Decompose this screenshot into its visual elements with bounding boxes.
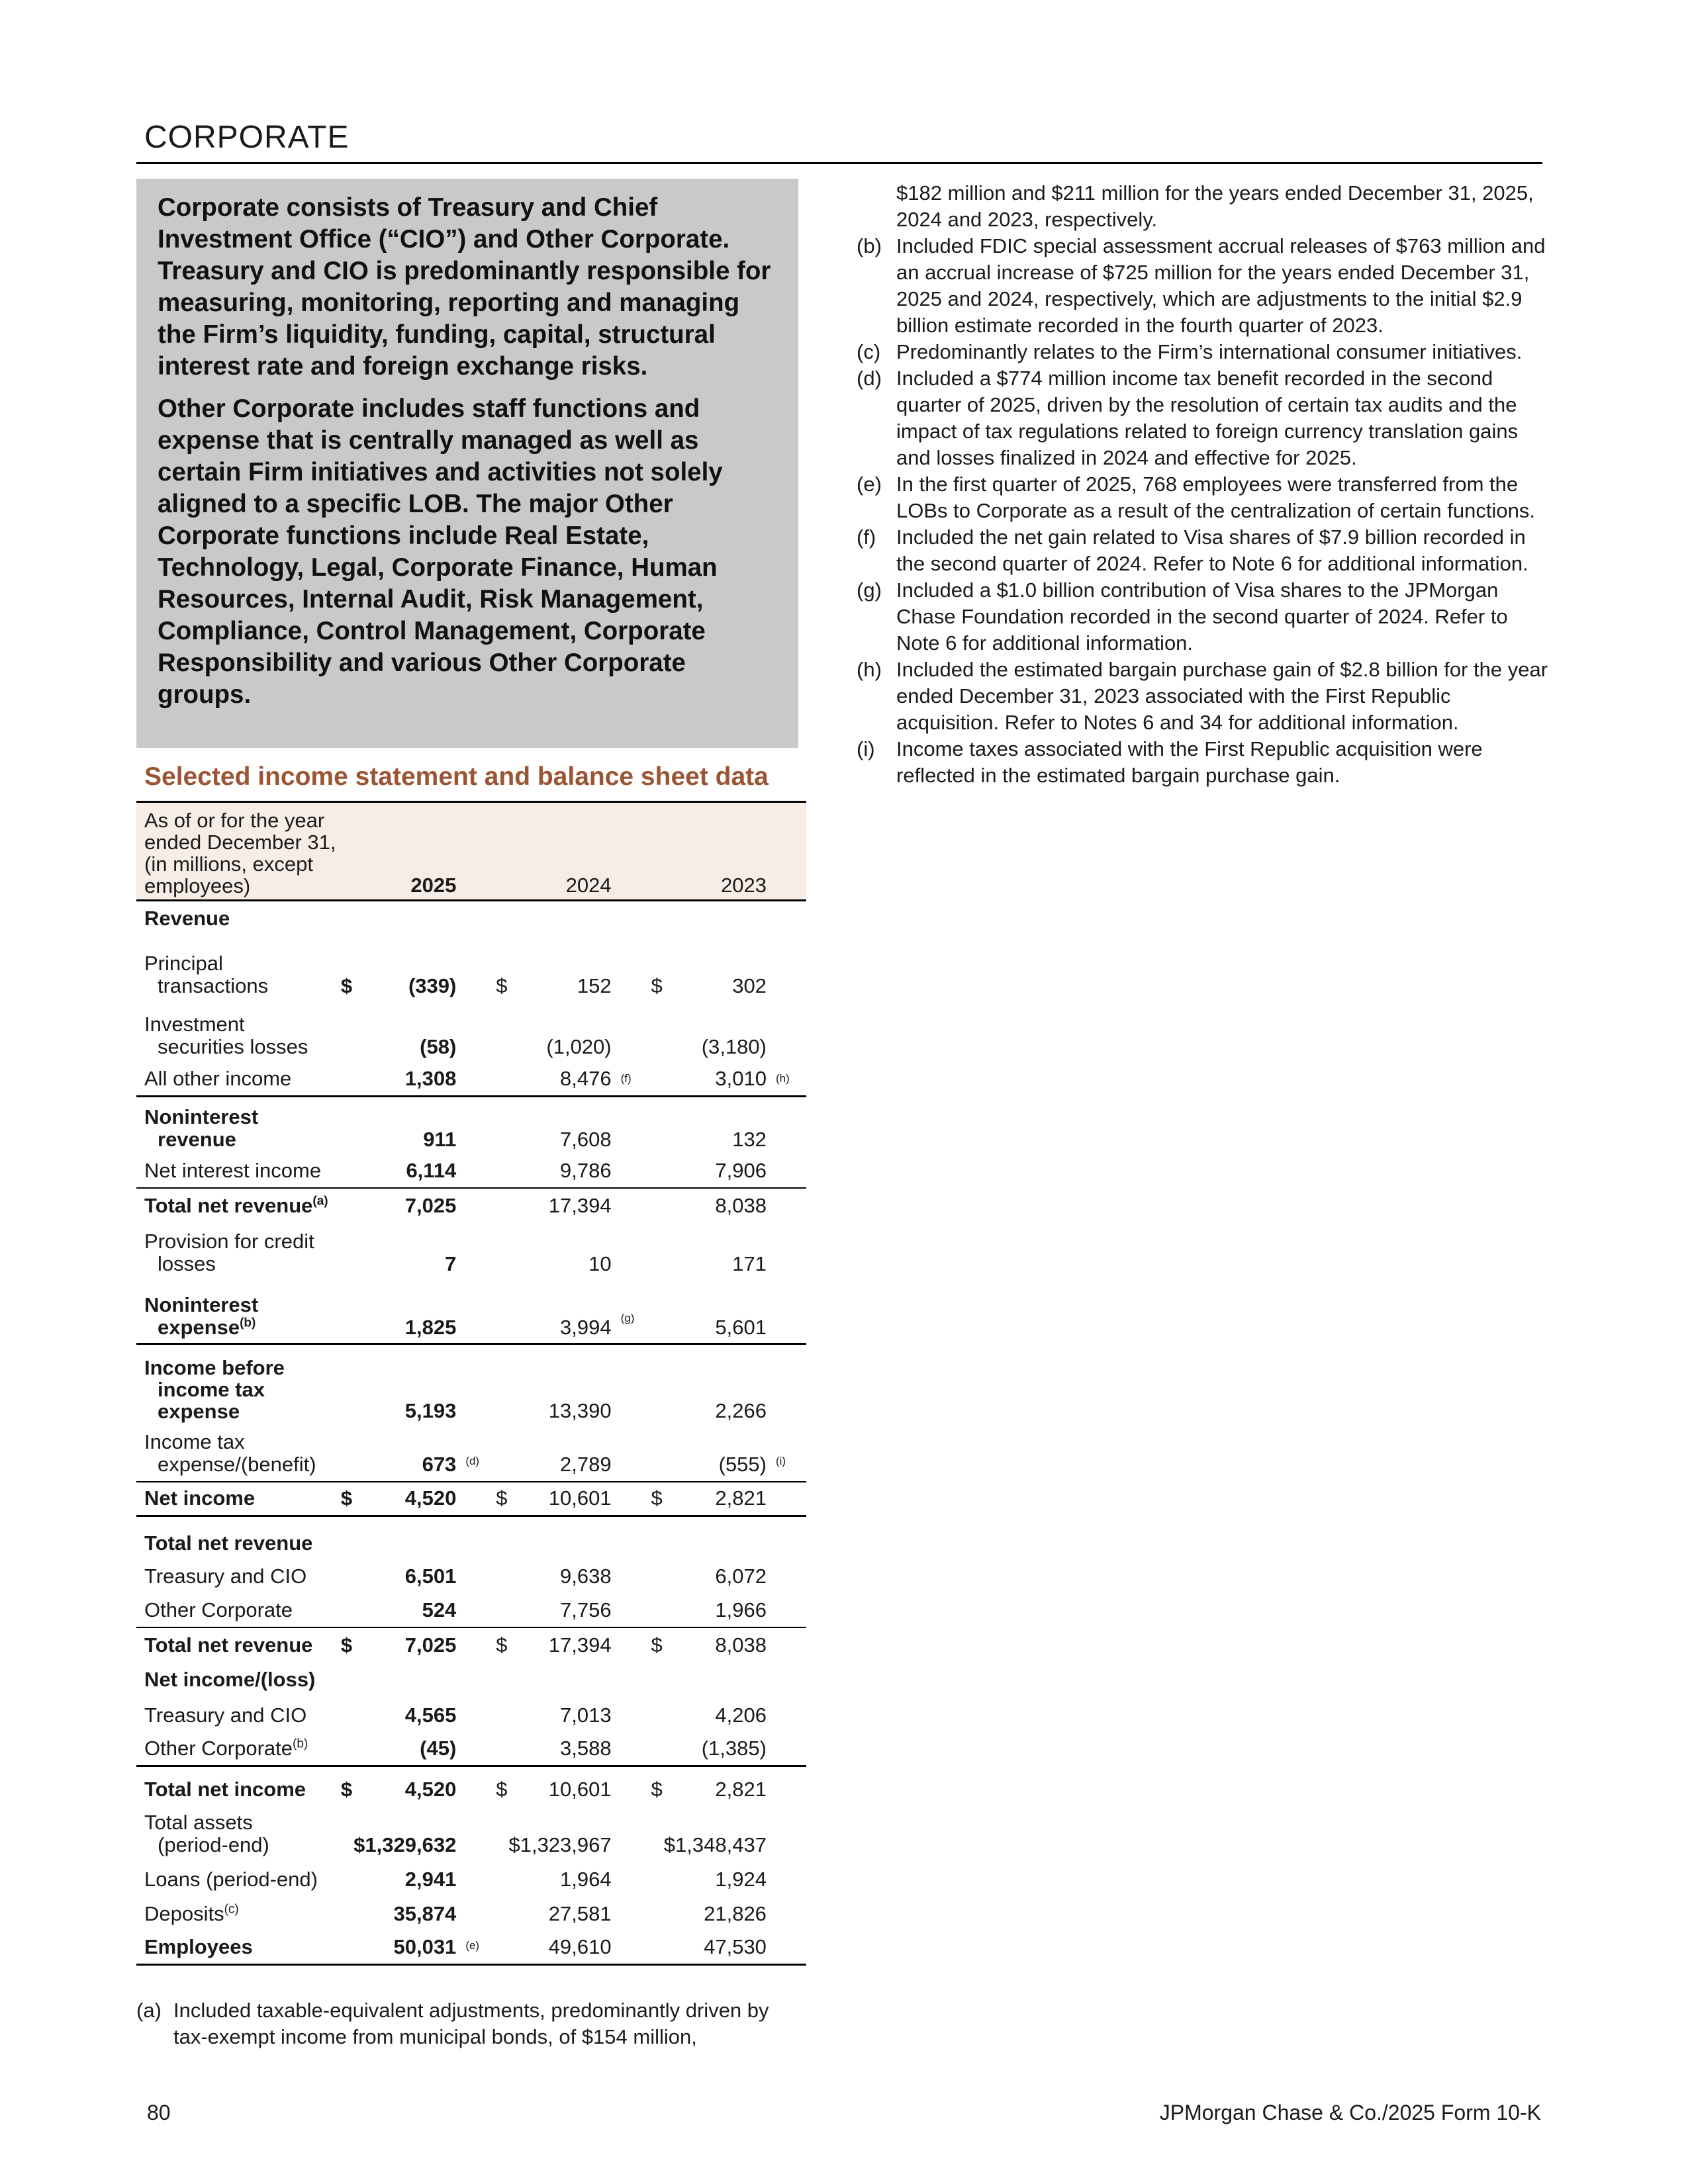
table-row <box>136 1732 806 1766</box>
table-row <box>136 1931 806 1965</box>
footnote-ref: (a) <box>312 1194 328 1208</box>
row-label: Net interest income <box>144 1158 322 1182</box>
cell-2023: $1,348,437 <box>663 1833 767 1856</box>
table-row <box>136 1222 806 1282</box>
footnote-d <box>857 365 1552 471</box>
cell-2023: 8,038 <box>677 1188 767 1222</box>
header-label-line: (in millions, except <box>144 852 313 876</box>
header-label-line: As of or for the year <box>144 809 325 832</box>
cell-2025: 524 <box>422 1598 457 1621</box>
intro-paragraph-2: Other Corporate includes staff functions and expense that is centrally managed as well as certain Firm initiatives and activities not solely aligned to a specific LOB. The major Other Corporate functions include Real Estate, Technology, Legal, Corporate Finance, Human Resources, Internal Audit, Risk Management, Compliance, Control Management, Corporate Responsibility and various Other Corporate groups. <box>158 394 723 709</box>
cell-2024: 49,610 <box>522 1931 612 1965</box>
cell-2024: 8,476 <box>560 1067 612 1090</box>
header-label-line: employees) <box>144 874 251 897</box>
row-label: Total assets <box>144 1810 253 1834</box>
row-label: Employees <box>136 1931 341 1965</box>
dollar-sign: $ <box>651 1627 677 1662</box>
footnote-mark: (g) <box>857 578 882 602</box>
table-row <box>136 1559 806 1593</box>
note-ref: (f) <box>620 1071 632 1085</box>
header-label <box>136 802 341 901</box>
cell-2024: 17,394 <box>522 1188 612 1222</box>
cell-2024: 10,601 <box>548 1777 612 1801</box>
dollar-sign: $ <box>496 1627 522 1662</box>
section-label: Revenue <box>144 907 230 931</box>
cell-2024: 10 <box>588 1251 612 1275</box>
cell-2023: 5,601 <box>715 1316 767 1339</box>
table-row <box>136 1154 806 1188</box>
note-ref: (h) <box>775 1071 790 1085</box>
cell-2023: 4,206 <box>715 1703 767 1727</box>
row-label: expense/(benefit) <box>158 1452 316 1476</box>
cell-2025: 2,941 <box>404 1867 457 1891</box>
financial-table <box>136 801 806 1966</box>
footnote-h <box>857 657 1552 736</box>
cell-2025: 7,025 <box>367 1627 456 1662</box>
row-label: Noninterest <box>144 1105 259 1128</box>
note-ref: (d) <box>465 1454 480 1467</box>
footnote-a-continued: $182 million and $211 million for the years ended December 31, 2025, 2024 and 2023, respectively. <box>896 181 1534 231</box>
cell-2024: 7,756 <box>560 1598 612 1621</box>
row-label: securities losses <box>158 1034 308 1058</box>
cell-2023: 21,826 <box>704 1901 767 1925</box>
footnote-text: Income taxes associated with the First Republic acquisition were reflected in the estimated bargain purchase gain. <box>896 737 1483 787</box>
cell-2025: 4,520 <box>367 1482 456 1516</box>
section-revenue <box>136 901 806 936</box>
cell-2023: 8,038 <box>677 1627 767 1662</box>
cell-2024: 1,964 <box>560 1867 612 1891</box>
year-2023: 2023 <box>677 802 767 901</box>
dollar-sign: $ <box>341 1627 367 1662</box>
cell-2024: 3,588 <box>522 1732 612 1766</box>
cell-2024: 9,638 <box>560 1564 612 1588</box>
row-label: expense <box>158 1316 240 1339</box>
cell-2023: (555) <box>718 1452 767 1476</box>
row-label: revenue <box>158 1127 236 1151</box>
row-label: Total net income <box>144 1777 306 1801</box>
header-rule <box>136 162 1542 164</box>
cell-2025: 4,520 <box>404 1777 457 1801</box>
table-row <box>136 1627 806 1662</box>
table-row <box>136 1593 806 1627</box>
cell-2023: 1,966 <box>715 1598 767 1621</box>
footnote-mark: (h) <box>857 658 882 681</box>
cell-2025: 6,114 <box>406 1158 457 1182</box>
note-ref <box>456 1064 496 1097</box>
footnote-ref: (b) <box>240 1316 256 1330</box>
note-ref: (g) <box>620 1311 635 1324</box>
row-label: Provision for credit <box>144 1229 314 1253</box>
header-label-line: ended December 31, <box>144 831 336 854</box>
dollar-sign: $ <box>651 974 663 997</box>
cell-2023: 3,010 <box>715 1067 767 1090</box>
cell-2023: 6,072 <box>715 1564 767 1588</box>
row-label: Net income <box>136 1482 341 1516</box>
row-label: expense <box>158 1399 240 1423</box>
footnote-text: In the first quarter of 2025, 768 employees were transferred from the LOBs to Corporate as a result of the centralization of certain functions. <box>896 473 1535 522</box>
dollar-sign: $ <box>496 974 508 997</box>
row-label: Principal <box>144 951 223 975</box>
cell-2025: 673 <box>422 1452 457 1476</box>
table-row <box>136 1064 806 1097</box>
intro-paragraph-1: Corporate consists of Treasury and Chief Investment Office (“CIO”) and Other Corporate. Treasury and CIO is predominantly responsible for measuring, monitoring, reporting and managing the Firm’s liquidity, funding, capital, structural interest rate and foreign exchange risks. <box>158 193 771 381</box>
cell-2024: 10,601 <box>522 1482 612 1516</box>
cell-2023: (3,180) <box>701 1034 767 1058</box>
cell-2025: 1,308 <box>404 1067 457 1090</box>
cell-2025: 911 <box>367 1097 456 1154</box>
cell-2025: (45) <box>367 1732 456 1766</box>
section-net-income-loss <box>136 1662 806 1696</box>
section-total-net-revenue <box>136 1516 806 1559</box>
financial-table-wrap <box>136 801 806 1966</box>
footnote-text: Included the estimated bargain purchase gain of $2.8 billion for the year ended December 31, 2023 associated with the First Republic acquisition. Refer to Notes 6 and 34 for additional information. <box>896 658 1548 734</box>
table-header-row <box>136 802 806 901</box>
cell-2023: 2,266 <box>677 1344 767 1425</box>
row-label: Total net revenue <box>136 1627 341 1662</box>
cell-2023: 2,821 <box>677 1482 767 1516</box>
footnotes-right-column <box>857 180 1552 789</box>
note-ref: (i) <box>775 1454 786 1467</box>
footnote-text: Included the net gain related to Visa shares of $7.9 billion recorded in the second quarter of 2024. Refer to Note 6 for additional information. <box>896 525 1528 575</box>
cell-2024: 152 <box>577 974 612 997</box>
footnote-text: Included FDIC special assessment accrual releases of $763 million and an accrual increase of $725 million for the years ended December 31, 2025 and 2024, respectively, which are adjustments to the initial $2.9 billion estimate recorded in the fourth quarter of 2023. <box>896 234 1546 337</box>
footnote-text: Included taxable-equivalent adjustments, predominantly driven by tax-exempt income from municipal bonds, of $154 million, <box>173 1999 769 2048</box>
cell-2025: (339) <box>408 974 457 997</box>
footnote-mark: (i) <box>857 737 875 760</box>
page-title: CORPORATE <box>144 120 350 155</box>
footnote-ref: (c) <box>224 1902 239 1917</box>
dollar-sign: $ <box>651 1482 677 1516</box>
row-label: Loans (period-end) <box>144 1867 318 1891</box>
cell-2024: 3,994 <box>560 1316 612 1339</box>
footnote-f <box>857 524 1552 577</box>
table-row <box>136 1097 806 1154</box>
row-label: transactions <box>158 974 269 997</box>
footnote-a <box>136 1997 798 2050</box>
dollar-sign: $ <box>340 1777 353 1801</box>
table-row <box>136 1425 806 1482</box>
cell-2023: (1,385) <box>677 1732 767 1766</box>
table-row <box>136 1344 806 1425</box>
cell-2024: $1,323,967 <box>508 1833 612 1856</box>
row-label: Treasury and CIO <box>144 1703 307 1727</box>
cell-2025: 5,193 <box>367 1344 456 1425</box>
year-2025: 2025 <box>367 802 456 901</box>
cell-2023: 171 <box>732 1251 767 1275</box>
row-label: All other income <box>144 1067 292 1090</box>
footnote-c <box>857 339 1552 365</box>
footnote-mark: (a) <box>136 1999 162 2022</box>
cell-2025: 35,874 <box>393 1901 457 1925</box>
cell-2024: 2,789 <box>560 1452 612 1476</box>
table-row <box>136 936 806 1001</box>
cell-2025: 7,025 <box>367 1188 456 1222</box>
dollar-sign: $ <box>496 1777 508 1801</box>
cell-2024: 7,013 <box>560 1703 612 1727</box>
table-row <box>136 1482 806 1516</box>
table-row <box>136 1001 806 1064</box>
cell-2025: 50,031 <box>367 1931 456 1965</box>
cell-2024: 7,608 <box>522 1097 612 1154</box>
cell-2024: 13,390 <box>522 1344 612 1425</box>
document-footer: JPMorgan Chase & Co./2025 Form 10-K <box>1159 2101 1541 2124</box>
cell-2024: (1,020) <box>546 1034 612 1058</box>
table-row <box>136 1806 806 1862</box>
dollar-sign: $ <box>496 1482 522 1516</box>
dollar-sign: $ <box>340 974 353 997</box>
row-label: Other Corporate <box>144 1737 293 1760</box>
table-row <box>136 1188 806 1222</box>
year-2024: 2024 <box>522 802 612 901</box>
footnote-e <box>857 471 1552 524</box>
footnote-mark: (f) <box>857 525 876 549</box>
footnote-text: Predominantly relates to the Firm’s international consumer initiatives. <box>896 340 1523 363</box>
row-label: Noninterest <box>144 1293 259 1316</box>
cell-2024: 9,786 <box>560 1158 612 1182</box>
cell-2024: 17,394 <box>522 1627 612 1662</box>
footnote-text: Included a $774 million income tax benefit recorded in the second quarter of 2025, driven by the resolution of certain tax audits and the impact of tax regulations related to foreign currency translation gains and losses finalized in 2024 and effective for 2025. <box>896 367 1519 469</box>
row-label: losses <box>158 1251 216 1275</box>
note-ref: (e) <box>456 1931 496 1965</box>
cell-2023: 1,924 <box>715 1867 767 1891</box>
cell-2025: 6,501 <box>404 1564 457 1588</box>
row-label: Other Corporate <box>144 1598 293 1621</box>
page-number: 80 <box>147 2101 171 2124</box>
cell-2023: 47,530 <box>677 1931 767 1965</box>
row-label: Treasury and CIO <box>144 1564 307 1588</box>
footnote-g <box>857 577 1552 657</box>
table-row <box>136 1862 806 1896</box>
footnote-i <box>857 736 1552 789</box>
footnote-mark: (e) <box>857 473 882 496</box>
dollar-sign: $ <box>651 1777 663 1801</box>
cell-2025: 7 <box>445 1251 457 1275</box>
cell-2024: 27,581 <box>548 1901 612 1925</box>
row-label: Income tax <box>144 1430 245 1453</box>
row-label: (period-end) <box>158 1833 269 1856</box>
cell-2023: 2,821 <box>715 1777 767 1801</box>
section-label: Total net revenue <box>144 1531 313 1555</box>
footnote-mark: (c) <box>857 340 881 363</box>
cell-2025: $1,329,632 <box>353 1833 457 1856</box>
row-label: Investment <box>144 1012 245 1036</box>
row-label: income tax <box>158 1377 265 1401</box>
cell-2023: 132 <box>677 1097 767 1154</box>
table-row <box>136 1696 806 1732</box>
row-label: Income before <box>144 1355 285 1379</box>
table-title: Selected income statement and balance sheet data <box>144 762 769 791</box>
intro-box <box>136 179 798 748</box>
dollar-sign: $ <box>341 1482 367 1516</box>
footnote-text: Included a $1.0 billion contribution of Visa shares to the JPMorgan Chase Foundation recorded in the second quarter of 2024. Refer to Note 6 for additional information. <box>896 578 1508 655</box>
table-row <box>136 1896 806 1931</box>
cell-2023: 7,906 <box>715 1158 767 1182</box>
row-label: Total net revenue <box>144 1193 313 1217</box>
footnote-mark: (b) <box>857 234 882 257</box>
cell-2025: 1,825 <box>404 1316 457 1339</box>
footnote-mark: (d) <box>857 367 882 390</box>
table-row <box>136 1282 806 1344</box>
table-row <box>136 1766 806 1806</box>
footnote-ref: (b) <box>293 1737 308 1751</box>
cell-2023: 302 <box>732 974 767 997</box>
cell-2025: 4,565 <box>404 1703 457 1727</box>
section-label: Net income/(loss) <box>144 1667 316 1691</box>
cell-2025: (58) <box>420 1034 457 1058</box>
row-label: Deposits <box>144 1901 224 1925</box>
footnote-b <box>857 233 1552 339</box>
